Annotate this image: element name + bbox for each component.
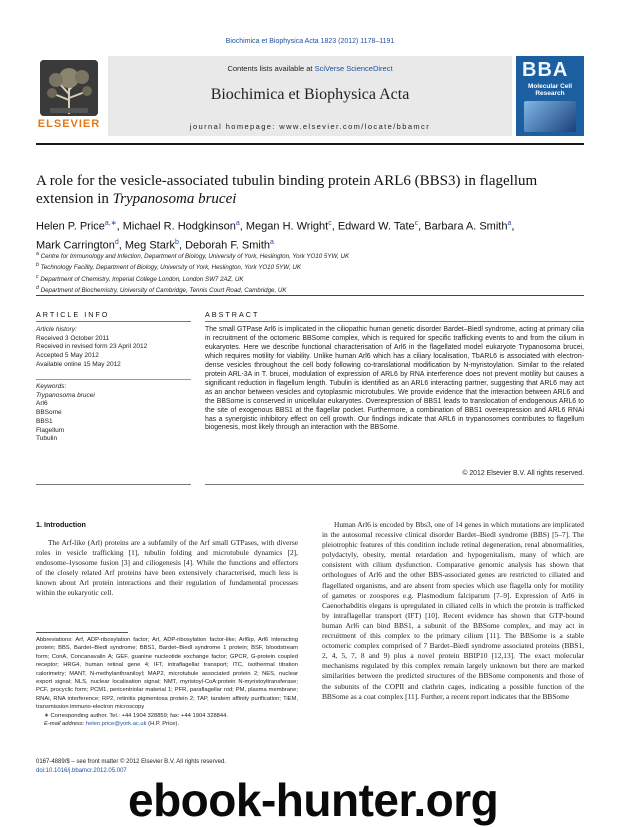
- abbreviations-footnote: Abbreviations: Arf, ADP-ribosylation factor; Arl, ADP-ribosylation factor-like; Arl6ip, Arl6 interacting protein; BBS, Bardet–Biedl syndrome; BBS1, Bardet–Biedl syndrome 1 protein; BSF, bloodstream form; ConA, Concanavalin A; GEF, guanine nucleotide exchange factor; GPCR, G-protein coupled receptor; HRG4, human retinal gene 4; IFT, intraflagellar transport; ITC, isothermal titration calorimetry; MANT, N-methylanthraniloyl; MAP2, microtubule associated protein 2; NES, nuclear export signal; NLS, nuclear localisation signal; NMT, myristoyl-CoA:protein N-myristoyltransferase; PCF, procyclic form; PCM1, pericentriolar material 1; PFR, paraflagellar rod; PM, plasma membrane; RNAi, RNA interference; RP2, retinitis pigmentosa protein 2; TAP, tandem affinity purification; TiEM, transmission immuno-electron microscopy: [36, 637, 298, 711]
- affiliation-item: [36, 261, 584, 272]
- article-title-species: Trypanosoma brucei: [112, 191, 237, 207]
- author-name[interactable]: Meg Stark: [124, 239, 176, 252]
- author-name[interactable]: Mark Carrington: [36, 239, 115, 252]
- author-name[interactable]: Megan H. Wright: [245, 220, 329, 233]
- affiliation-text: Department of Chemistry, Imperial College London, London SW7 2AZ, UK: [40, 275, 244, 283]
- article-info-heading: ARTICLE INFO: [36, 310, 110, 319]
- keyword-item: Tubulin: [36, 435, 58, 443]
- introduction-right-paragraph: Human Arl6 is encoded by Bbs3, one of 14 genes in which mutations are implicated in the autosomal recessive clinical disorder Bardet–Biedl syndrome (BBS) [5–7]. The pleiotrophic features of this condition include retinal degeneration, renal abnormalities, polydactyly, obesity, mental retardation and hypogenitalism, many of which are consistent with cilium dysfunction. Comparative genomic analysis has shown that orthologues of Arl6 and the other BBS-associated genes are restricted to ciliated and flagellated organisms, and are absent from species which use flagella only for motility of gametes or zoospores e.g. Plasmodium falciparum [7–9]. Expression of Arl6 in Caenorhabditis elegans is upregulated in ciliated cells in which the protein is trafficked by intraflagellar transport (IFT) [10]. Recent evidence has shown that GTP-bound human Arl6 can bind BBS1, a subunit of the BBSome complex, and may act in recruitment of this complex to the primary cilium [11]. The BBSome is a stable octomeric complex comprised of 7 Bardet–Biedl syndrome associated proteins (BBS1, 2, 4, 5, 7, 8 and 9) plus a novel protein BBIP10 [12,13]. The exact molecular mechanisms regulated by this complex remain largely unknown but there are marked similarities between the predicted structures of the BBSome components and those of the subunits of the COPII and clathrin cages, indicating a possible function of the BBSome as a coat complex [11]. Further, a recent report indicates that the BBSome: [322, 520, 584, 701]
- cover-image: [524, 101, 576, 132]
- doi-link[interactable]: doi:10.1016/j.bbamcr.2012.05.007: [36, 767, 127, 774]
- affiliation-item: [36, 250, 584, 261]
- email-footnote: [36, 720, 298, 728]
- email-label: E-mail address:: [44, 721, 86, 728]
- history-revised: Received in revised form 23 April 2012: [36, 343, 148, 351]
- author-affiliation-marker[interactable]: a: [507, 220, 512, 227]
- author-separator: ,: [239, 220, 246, 233]
- author-affiliation-marker[interactable]: c: [328, 220, 332, 227]
- issn-line: 0167-4889/$ – see front matter © 2012 Elsevier B.V. All rights reserved.: [36, 759, 226, 765]
- author-affiliation-marker[interactable]: a: [235, 220, 240, 227]
- journal-banner: [108, 56, 512, 136]
- affiliations: [36, 250, 584, 295]
- author-name[interactable]: Helen P. Price: [36, 220, 105, 233]
- abstract-bottom-rule: [205, 484, 584, 485]
- affiliation-key: b: [36, 262, 39, 269]
- author-separator: ,: [511, 220, 515, 233]
- author-affiliation-marker[interactable]: d: [114, 238, 119, 246]
- affiliation-text: Department of Biochemistry, University of Cambridge, Tennis Court Road, Cambridge, UK: [40, 286, 287, 294]
- corresponding-author-footnote: ∗ Corresponding author. Tel.: +44 1904 328859; fax: +44 1904 328844.: [44, 712, 228, 719]
- author-separator: ,: [331, 220, 338, 233]
- article-info-rule: [36, 321, 191, 322]
- author-separator: ,: [418, 220, 425, 233]
- author-separator: ,: [178, 239, 186, 252]
- article-history: [36, 326, 191, 370]
- author-name[interactable]: Edward W. Tate: [337, 220, 415, 233]
- author-name[interactable]: Michael R. Hodgkinson: [122, 220, 236, 233]
- journal-cover: [516, 56, 584, 136]
- watermark-text: ebook-hunter.org: [128, 774, 499, 826]
- affiliation-text: Technology Facility, Department of Biology, University of York, Heslington, York YO10 5YW, UK: [40, 264, 301, 272]
- tree-logo-icon: [40, 60, 98, 116]
- keywords-label: Keywords:: [36, 383, 67, 390]
- footnotes: [36, 636, 298, 728]
- affiliation-item: [36, 284, 584, 295]
- abstract-heading: ABSTRACT: [205, 310, 260, 319]
- author-affiliation-marker[interactable]: a,∗: [104, 220, 117, 227]
- history-received: Received 3 October 2011: [36, 334, 110, 342]
- journal-name: Biochimica et Biophysica Acta: [210, 86, 410, 103]
- header-divider: [36, 143, 584, 145]
- copyright-notice: © 2012 Elsevier B.V. All rights reserved.: [462, 470, 584, 477]
- affiliation-text: Centre for Immunology and Infection, Department of Biology, University of York, Heslington, York YO10 5YW, UK: [40, 253, 350, 261]
- sciencedirect-link[interactable]: SciVerse ScienceDirect: [314, 64, 393, 73]
- author-list: [36, 216, 584, 253]
- author-affiliation-marker[interactable]: c: [414, 220, 419, 227]
- introduction-heading: 1. Introduction: [36, 520, 86, 529]
- article-title-text: A role for the vesicle-associated tubulin binding protein ARL6 (BBS3) in flagellum extension in: [36, 173, 538, 207]
- author-separator: ,: [118, 239, 125, 252]
- affiliations-divider: [36, 295, 584, 296]
- contents-prefix: Contents lists available at: [227, 64, 315, 73]
- keyword-item: Flagellum: [36, 426, 65, 434]
- email-link[interactable]: helen.price@york.ac.uk: [85, 721, 147, 728]
- history-label: Article history:: [36, 326, 77, 333]
- introduction-left-paragraph: The Arf-like (Arl) proteins are a subfamily of the Arf small GTPases, with diverse roles in vesicle trafficking [1], tubulin folding and microtubule dynamics [2], endosome–lysosome fusion [3] and ciliogenesis [4]. While the functions and effectors of the closely related Arf proteins have been extensively characterised, much less is known about Arl protein interactions and their regulation of fundamental processes within the eukaryotic cell.: [36, 538, 298, 597]
- cover-subtitle: Molecular Cell Research: [527, 83, 573, 98]
- cover-title: BBA: [522, 59, 569, 81]
- publisher-logo-text: ELSEVIER: [37, 118, 101, 130]
- history-accepted: Accepted 5 May 2012: [36, 352, 99, 360]
- author-affiliation-marker[interactable]: a: [270, 238, 274, 246]
- keyword-item: Trypanosoma brucei: [36, 391, 95, 399]
- article-info-bottom-rule: [36, 484, 191, 485]
- journal-homepage[interactable]: journal homepage: www.elsevier.com/locate/bbamcr: [189, 122, 431, 131]
- article-title: [36, 172, 584, 208]
- email-suffix: (H.P. Price).: [146, 721, 179, 728]
- author-name[interactable]: Barbara A. Smith: [424, 220, 508, 233]
- abstract-text: The small GTPase Arl6 is implicated in the ciliopathic human genetic disorder Bardet–Biedl syndrome, acting at primary cilia in recruitment of the octomeric BBSome complex, which is required for specific trafficking events to and from the cilium in eukaryotes. Here we describe functional characterisation of Arl6 in the flagellated model eukaryote Trypanosoma brucei, which requires motility for viability. Unlike human Arl6 which has a ciliary localisation, TbARL6 is associated with electron-dense vesicles throughout the cell body following co-translational modification by N-myristoylation. Similar to the related protein ARL-3A in T. brucei, modulation of expression of ARL6 by RNA interference does not prevent motility but causes a significant reduction in flagellum length. Tubulin is identified as an ARL6 interacting partner, suggesting that ARL6 may act as an anchor between vesicles and cytoplasmic microtubules. We provide evidence that the interaction between ARL6 and the BBSome is conserved in unicellular eukaryotes. Overexpression of BBS1 leads to translocation of endogenous ARL6 to the site of exogenous BBS1 at the flagellar pocket. Furthermore, a combination of BBS1 overexpression and ARL6 RNAi has a synergistic inhibitory effect on cell growth. Our findings indicate that ARL6 in trypanosomes contributes to flagellum biogenesis, most likely through an interaction with the BBSome.: [205, 326, 584, 432]
- history-online: Available online 15 May 2012: [36, 360, 121, 368]
- affiliation-key: a: [36, 251, 39, 257]
- journal-header: [36, 56, 584, 136]
- affiliation-item: [36, 273, 584, 284]
- affiliation-key: d: [36, 284, 39, 291]
- contents-line: [108, 64, 512, 73]
- keyword-item: BBSome: [36, 409, 62, 417]
- author-name[interactable]: Deborah F. Smith: [185, 239, 271, 252]
- keywords-divider: [36, 379, 191, 380]
- publisher-logo: [36, 56, 102, 136]
- affiliation-key: c: [36, 273, 39, 280]
- author-separator: ,: [116, 220, 123, 233]
- keywords: [36, 383, 191, 444]
- keyword-item: Arl6: [36, 400, 48, 408]
- footnote-divider: [36, 632, 128, 633]
- abstract-rule: [205, 321, 584, 322]
- author-affiliation-marker[interactable]: b: [175, 238, 179, 246]
- journal-reference[interactable]: Biochimica et Biophysica Acta 1823 (2012) 1178–1191: [225, 38, 395, 45]
- keyword-item: BBS1: [36, 417, 53, 425]
